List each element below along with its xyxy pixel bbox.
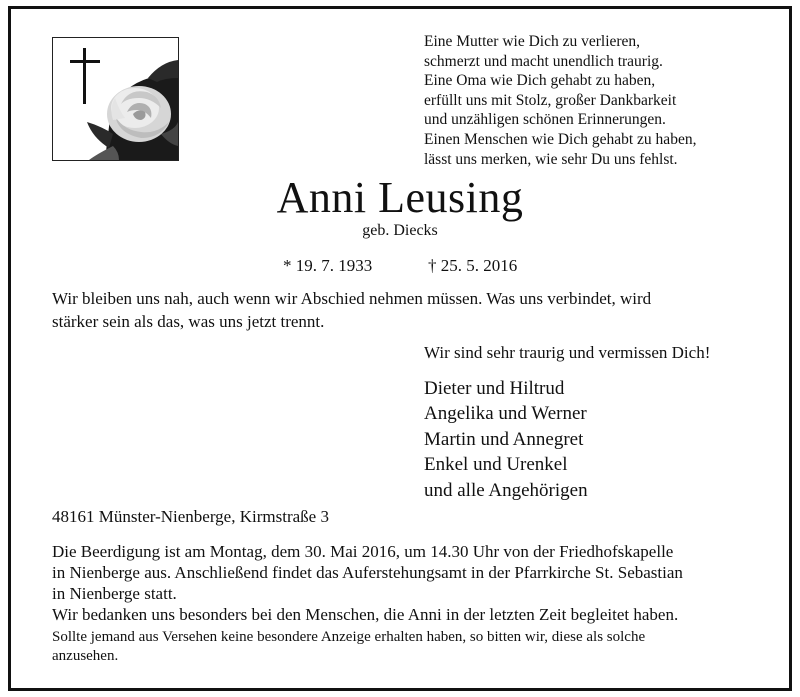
note-line: Sollte jemand aus Versehen keine besondere Anzeige erhalten haben, so bitten wir, diese als solche	[52, 629, 646, 645]
cross-and-white-rose-icon	[52, 37, 179, 161]
signatory: Enkel und Urenkel	[424, 454, 568, 476]
poem-line: Einen Menschen wie Dich gehabt zu haben,	[424, 130, 697, 148]
poem-line: schmerzt und macht unendlich traurig.	[424, 52, 663, 70]
funeral-line: in Nienberge statt.	[52, 584, 177, 603]
poem-line: lässt uns merken, wie sehr Du uns fehlst.	[424, 150, 678, 168]
poem-line: Eine Mutter wie Dich zu verlieren,	[424, 33, 641, 50]
signatory: Angelika und Werner	[424, 403, 587, 425]
birth-date: * 19. 7. 1933	[283, 256, 373, 275]
funeral-line: in Nienberge aus. Anschließend findet das Auferstehungsamt in der Pfarrkirche St. Sebastian	[52, 563, 683, 582]
signatory: und alle Angehörigen	[424, 479, 588, 501]
address: 48161 Münster-Nienberge, Kirmstraße 3	[52, 507, 329, 526]
farewell-line: stärker sein als das, was uns jetzt trennt.	[52, 311, 325, 331]
signatory: Martin und Annegret	[424, 428, 584, 450]
note-line: anzusehen.	[52, 648, 119, 664]
memorial-image	[53, 38, 178, 160]
poem-line: Eine Oma wie Dich gehabt zu haben,	[424, 72, 656, 90]
death-date: † 25. 5. 2016	[428, 256, 518, 275]
farewell-line: Wir bleiben uns nah, auch wenn wir Abschied nehmen müssen. Was uns verbindet, wird	[52, 289, 652, 308]
funeral-info	[52, 541, 683, 625]
poem-line: erfüllt uns mit Stolz, großer Dankbarkeit	[424, 91, 677, 109]
birth-name: geb. Diecks	[362, 222, 438, 239]
signatory: Dieter und Hiltrud	[424, 378, 565, 399]
poem	[424, 32, 696, 169]
farewell-text	[52, 288, 651, 333]
mourning-line: Wir sind sehr traurig und vermissen Dich!	[424, 343, 711, 362]
poem-line: und unzähligen schönen Erinnerungen.	[424, 111, 666, 129]
deceased-name: Anni Leusing	[276, 173, 524, 222]
thanks-line: Wir bedanken uns besonders bei den Menschen, die Anni in der letzten Zeit begleitet haben.	[52, 605, 679, 624]
signatories	[424, 376, 588, 503]
note	[52, 628, 645, 666]
funeral-line: Die Beerdigung ist am Montag, dem 30. Mai 2016, um 14.30 Uhr von der Friedhofskapelle	[52, 542, 674, 561]
